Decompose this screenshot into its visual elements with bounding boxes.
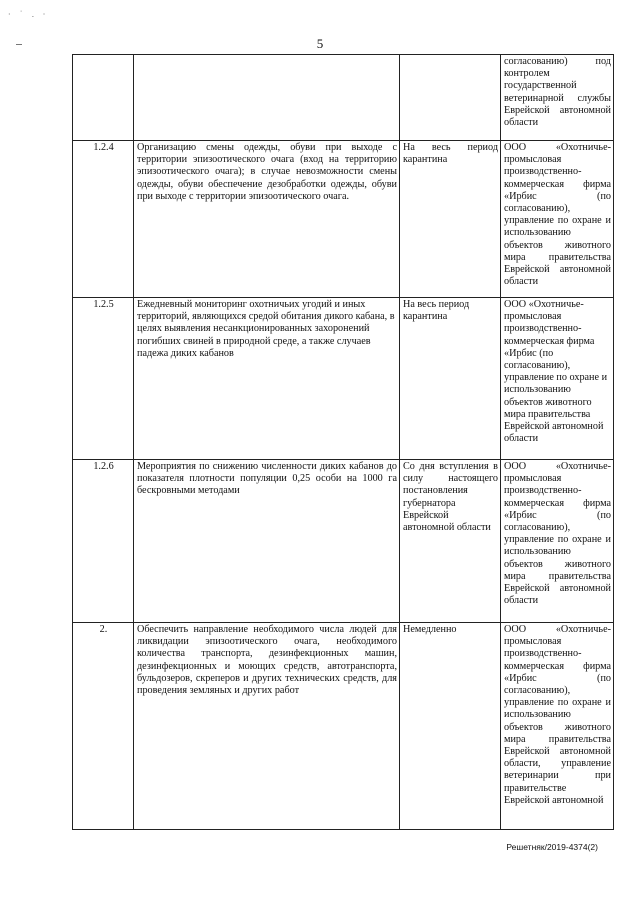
row-measure: Обеспечить направление необходимого числа людей для ликвидации эпизоотического очага, необходимого количества транспорта, дезинфекционных машин, дезинфекционных и моющих средств, автотранспорта, бульдозеров, скреперов и других технических средств, для проведения земляных и других работ <box>134 623 400 830</box>
row-measure: Ежедневный мониторинг охотничьих угодий и иных территорий, являющихся средой обитания дикого кабана, в целях выявления несанкционированных захоронений погибших свиней в природной среде, а также случаев падежа диких кабанов <box>134 298 400 460</box>
document-code: Решетняк/2019-4374(2) <box>506 842 598 852</box>
row-measure: Организацию смены одежды, обуви при выходе с территории эпизоотического очага (вход на территорию эпизоотического очага); в случае невозможности смены одежды, обуви обеспечение дезобработки одежды, обуви при выходе с территории эпизоотического очага. <box>134 141 400 298</box>
table-row <box>73 55 614 141</box>
table-row <box>73 298 614 460</box>
row-number: 1.2.4 <box>73 141 134 298</box>
row-term: Немедленно <box>400 623 501 830</box>
row-term: Со дня вступления в силу настоящего постановления губернатора Еврейской автономной области <box>400 460 501 623</box>
row-responsible: ООО «Охотничье-промысловая производственно-коммерческая фирма «Ирбис (по согласованию), управление по охране и использованию объектов животного мира правительства Еврейской автономной области <box>501 298 614 460</box>
row-responsible: согласованию) под контролем государственной ветеринарной службы Еврейской автономной области <box>501 55 614 141</box>
table-row <box>73 460 614 623</box>
row-responsible: ООО «Охотничье-промысловая производственно-коммерческая фирма «Ирбис (по согласованию), управление по охране и использованию объектов животного мира правительства Еврейской автономной области <box>501 460 614 623</box>
row-term: На весь период карантина <box>400 298 501 460</box>
row-number: 1.2.6 <box>73 460 134 623</box>
row-term: На весь период карантина <box>400 141 501 298</box>
row-number: 1.2.5 <box>73 298 134 460</box>
table-row <box>73 141 614 298</box>
row-measure <box>134 55 400 141</box>
page-number: 5 <box>316 36 324 51</box>
row-responsible: ООО «Охотничье-промысловая производственно-коммерческая фирма «Ирбис (по согласованию), управление по охране и использованию объектов животного мира правительства Еврейской автономной области, управление ветеринарии при правительстве Еврейской автономной <box>501 623 614 830</box>
table-row <box>73 623 614 830</box>
scan-specks: · ˙ . · <box>8 10 49 19</box>
row-number <box>73 55 134 141</box>
row-measure: Мероприятия по снижению численности диких кабанов до показателя плотности популяции 0,25 особи на 1000 га бескровными методами <box>134 460 400 623</box>
row-term <box>400 55 501 141</box>
row-number: 2. <box>73 623 134 830</box>
measures-table <box>72 54 614 830</box>
row-responsible: ООО «Охотничье-промысловая производственно-коммерческая фирма «Ирбис (по согласованию), управление по охране и использованию объектов животного мира правительства Еврейской автономной области <box>501 141 614 298</box>
